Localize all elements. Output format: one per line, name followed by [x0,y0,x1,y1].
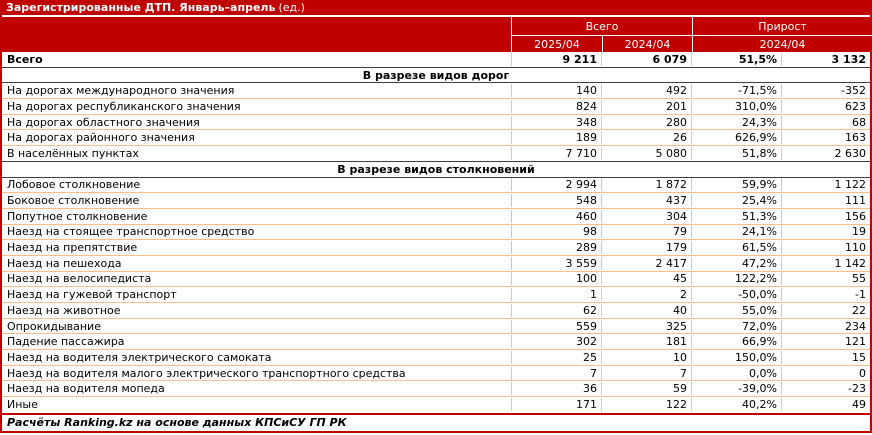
source-footer [0,413,872,433]
value-2024-04: 325 [602,320,692,333]
table-row [2,99,870,115]
section-title: В разрезе видов столкновений [337,162,535,176]
value-2024-04: 40 [602,304,692,317]
value-2024-04: 280 [602,116,692,129]
header-col-2024-04: 2024/04 [603,36,692,52]
header-group-growth: Прирост [693,17,872,35]
row-label: Всего [2,53,512,66]
value-2024-04: 7 [602,367,692,380]
row-label: Наезд на велосипедиста [2,272,512,285]
growth-absolute: 0 [859,366,866,380]
growth-absolute: -1 [855,288,866,302]
row-label: Опрокидывание [2,320,512,333]
value-2024-04: 6 079 [602,53,692,66]
section-header-row [2,68,870,84]
growth-absolute: 234 [845,319,866,333]
value-2025-04: 98 [512,225,602,238]
value-2024-04: 2 417 [602,257,692,270]
growth-percent: 51,5% [692,53,782,66]
value-2025-04: 140 [512,84,602,97]
value-2024-04: 1 872 [602,178,692,191]
growth-absolute: 68 [852,115,866,129]
growth-percent: -39,0% [692,382,782,395]
growth-absolute: -23 [848,382,866,396]
growth-percent: 0,0% [692,367,782,380]
value-2025-04: 2 994 [512,178,602,191]
table-row [2,319,870,335]
value-2024-04: 181 [602,335,692,348]
table-row [2,287,870,303]
header-growth-year: 2024/04 [693,36,872,52]
value-2025-04: 7 [512,367,602,380]
row-label: Боковое столкновение [2,194,512,207]
growth-absolute: 49 [852,398,866,412]
row-label: На дорогах республиканского значения [2,100,512,113]
table-row [2,178,870,194]
row-label: Наезд на водителя электрического самоката [2,351,512,364]
table-row [2,225,870,241]
growth-absolute: 121 [845,335,866,349]
growth-percent: -50,0% [692,288,782,301]
growth-absolute: 1 122 [834,178,866,192]
table-row [2,334,870,350]
row-label: Наезд на препятствие [2,241,512,254]
value-2025-04: 559 [512,320,602,333]
growth-percent: 66,9% [692,335,782,348]
growth-percent: 122,2% [692,272,782,285]
growth-percent: 51,8% [692,147,782,160]
row-label: В населённых пунктах [2,147,512,160]
value-2024-04: 304 [602,210,692,223]
table-row [2,381,870,397]
growth-absolute: 3 132 [831,52,866,66]
row-label: На дорогах районного значения [2,131,512,144]
table-row [2,272,870,288]
row-label: На дорогах международного значения [2,84,512,97]
row-label: Наезд на водителя малого электрического транспортного средства [2,367,512,380]
value-2025-04: 548 [512,194,602,207]
growth-percent: 55,0% [692,304,782,317]
table-row [2,366,870,382]
report-title-unit: (ед.) [278,1,305,14]
growth-absolute: 22 [852,303,866,317]
table-row [2,350,870,366]
row-label: Лобовое столкновение [2,178,512,191]
value-2025-04: 824 [512,100,602,113]
value-2025-04: 9 211 [512,53,602,66]
row-label: Наезд на водителя мопеда [2,382,512,395]
value-2025-04: 289 [512,241,602,254]
value-2024-04: 79 [602,225,692,238]
growth-percent: 40,2% [692,398,782,411]
value-2024-04: 45 [602,272,692,285]
table-row [2,115,870,131]
value-2025-04: 100 [512,272,602,285]
growth-absolute: 55 [852,272,866,286]
growth-percent: 24,3% [692,116,782,129]
row-label: На дорогах областного значения [2,116,512,129]
table-row [2,83,870,99]
growth-absolute: 163 [845,131,866,145]
growth-absolute: 623 [845,99,866,113]
row-label: Наезд на гужевой транспорт [2,288,512,301]
report-title-bar [0,0,872,15]
table-row [2,193,870,209]
growth-absolute: 15 [852,350,866,364]
value-2024-04: 26 [602,131,692,144]
growth-absolute: 156 [845,209,866,223]
header-corner-cell [0,17,511,52]
table-row [2,130,870,146]
value-2025-04: 62 [512,304,602,317]
value-2025-04: 25 [512,351,602,364]
value-2025-04: 189 [512,131,602,144]
row-label: Наезд на животное [2,304,512,317]
value-2024-04: 10 [602,351,692,364]
growth-absolute: 19 [852,225,866,239]
value-2025-04: 460 [512,210,602,223]
value-2025-04: 3 559 [512,257,602,270]
table-header [0,17,872,52]
table-row [2,240,870,256]
value-2025-04: 1 [512,288,602,301]
section-title: В разрезе видов дорог [362,68,510,82]
table-row [2,303,870,319]
growth-absolute: -352 [841,84,866,98]
value-2024-04: 2 [602,288,692,301]
growth-percent: 24,1% [692,225,782,238]
growth-percent: 51,3% [692,210,782,223]
growth-percent: 150,0% [692,351,782,364]
value-2025-04: 302 [512,335,602,348]
source-note: Расчёты Ranking.kz на основе данных КПСиСУ ГП РК [7,416,347,430]
row-label: Иные [2,398,512,411]
value-2024-04: 437 [602,194,692,207]
growth-percent: 61,5% [692,241,782,254]
growth-percent: 310,0% [692,100,782,113]
growth-percent: 626,9% [692,131,782,144]
value-2025-04: 36 [512,382,602,395]
growth-absolute: 2 630 [834,146,866,160]
value-2025-04: 171 [512,398,602,411]
row-label: Падение пассажира [2,335,512,348]
header-group-total: Всего [512,17,692,35]
table-row [2,397,870,413]
table-row [2,146,870,162]
value-2024-04: 201 [602,100,692,113]
table-body [0,52,872,413]
growth-percent: 25,4% [692,194,782,207]
value-2024-04: 179 [602,241,692,254]
growth-absolute: 1 142 [834,256,866,270]
growth-percent: -71,5% [692,84,782,97]
growth-percent: 47,2% [692,257,782,270]
growth-percent: 59,9% [692,178,782,191]
row-label: Наезд на стоящее транспортное средство [2,225,512,238]
table-row [2,209,870,225]
value-2025-04: 7 710 [512,147,602,160]
row-label: Наезд на пешехода [2,257,512,270]
value-2024-04: 59 [602,382,692,395]
table-row [2,256,870,272]
row-label: Попутное столкновение [2,210,512,223]
table-row [2,52,870,68]
section-header-row [2,162,870,178]
value-2025-04: 348 [512,116,602,129]
value-2024-04: 122 [602,398,692,411]
growth-percent: 72,0% [692,320,782,333]
value-2024-04: 5 080 [602,147,692,160]
value-2024-04: 492 [602,84,692,97]
header-col-2025-04: 2025/04 [512,36,602,52]
growth-absolute: 111 [845,194,866,208]
growth-absolute: 110 [845,241,866,255]
report-title: Зарегистрированные ДТП. Январь–апрель [6,1,276,14]
